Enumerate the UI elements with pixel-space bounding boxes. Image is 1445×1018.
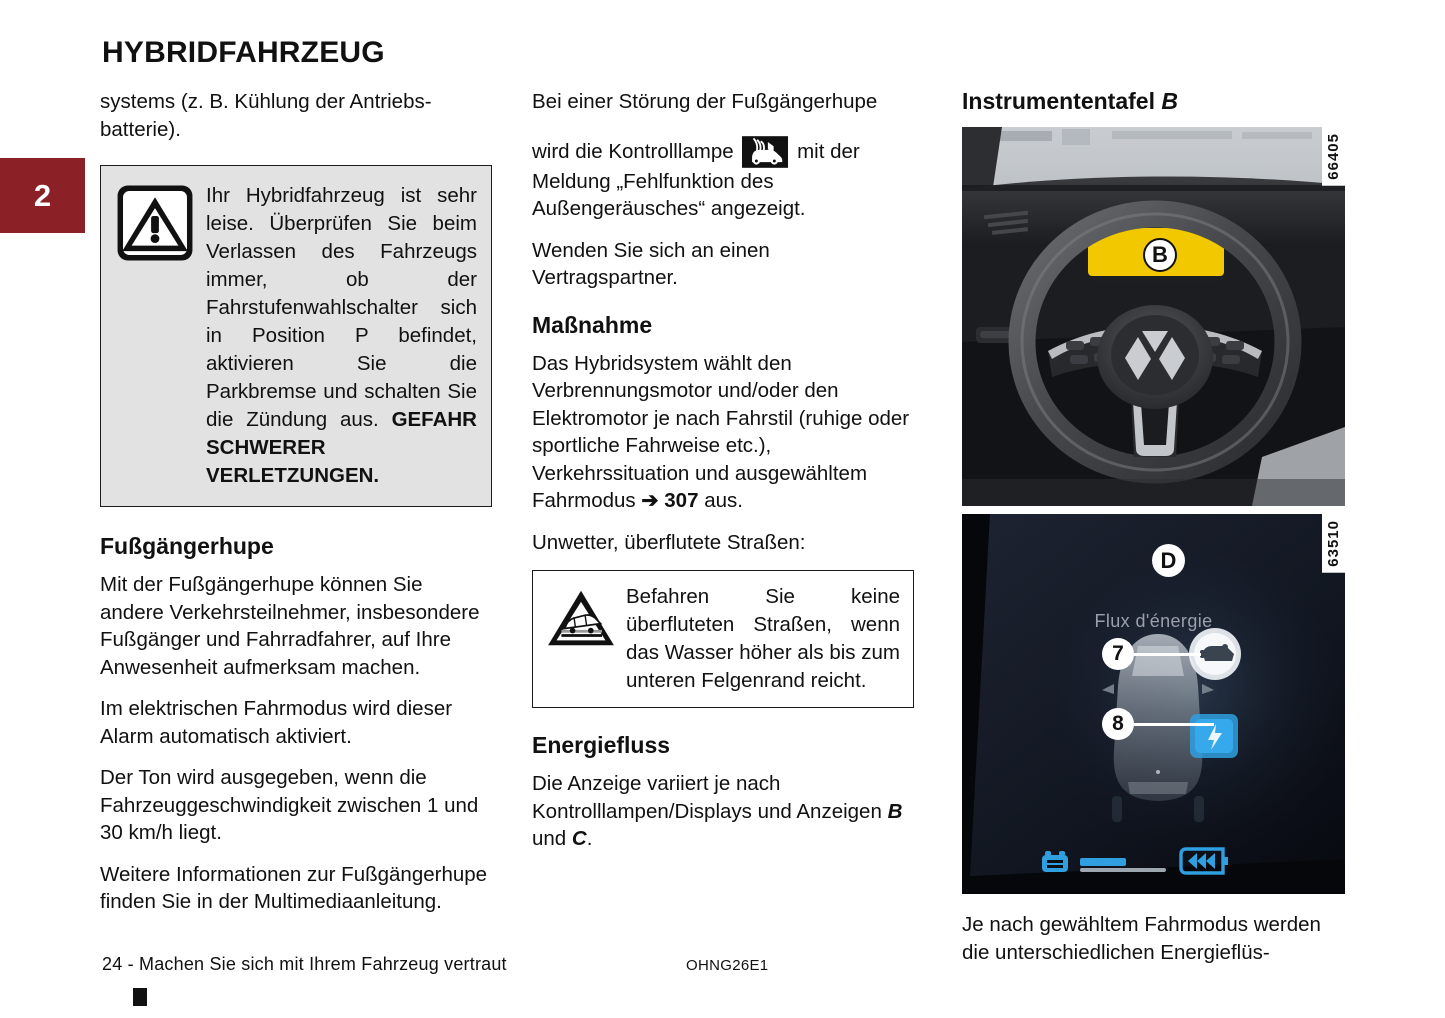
chapter-tab bbox=[0, 158, 85, 233]
cross-reference-page: 307 bbox=[664, 489, 699, 512]
figure-callout-d bbox=[1152, 544, 1185, 577]
paragraph-energy-display bbox=[532, 770, 914, 853]
warning-text-emphasis: GEFAHR SCHWERER VERLETZUNGEN. bbox=[206, 408, 477, 487]
callout-b-label: B bbox=[1152, 242, 1168, 267]
lamp-text-before: wird die Kontrolllampe bbox=[532, 139, 734, 163]
page-title: HYBRIDFAHRZEUG bbox=[102, 36, 385, 69]
callout-d-label: D bbox=[1160, 547, 1177, 573]
warning-triangle-icon bbox=[116, 184, 194, 262]
warning-text bbox=[206, 182, 477, 490]
energy-text-2: und bbox=[532, 827, 567, 850]
figure-callout-7 bbox=[1102, 638, 1134, 670]
lamp-text-after: mit der Meldung „Fehlfunktion des Außengeräusches“ angezeigt. bbox=[532, 139, 860, 220]
measure-text-before: Das Hybridsystem wählt den Verbrennungsmotor und/oder den Elektromotor je nach Fahrstil (ruhige oder sportliche Fahrweise etc.), Verkehrssituation und ausgewähltem Fahrmodus bbox=[532, 351, 910, 512]
energy-flow-screen-title: Flux d'énergie bbox=[1094, 611, 1213, 631]
energy-text-3: . bbox=[586, 827, 593, 850]
callout-7-label: 7 bbox=[1112, 642, 1124, 665]
leader-line-7 bbox=[1129, 653, 1201, 656]
footer-doc-code: OHNG26E1 bbox=[686, 957, 769, 974]
section-heading-pedestrian-horn: Fußgängerhupe bbox=[100, 533, 274, 559]
footer-black-mark bbox=[133, 988, 147, 1006]
severe-injury-warning-box bbox=[100, 165, 492, 507]
right-heading-text: Instrumententafel bbox=[962, 88, 1155, 114]
figure-instrument-panel bbox=[962, 127, 1345, 506]
callout-8-label: 8 bbox=[1112, 712, 1124, 735]
cross-reference-arrow: ➔ bbox=[641, 489, 659, 512]
energy-text-1: Die Anzeige variiert je nach Kontrolllampen/Displays und Anzeigen bbox=[532, 772, 882, 823]
flood-warning-box bbox=[532, 570, 914, 708]
right-column-heading bbox=[962, 88, 1345, 115]
left-column bbox=[100, 88, 492, 930]
reference-label-c: C bbox=[571, 827, 587, 850]
intro-paragraph: systems (z. B. Kühlung der Antriebs-batterie). bbox=[100, 90, 432, 141]
paragraph-contact-dealer: Wenden Sie sich an einen Vertragspartner. bbox=[532, 238, 770, 289]
figure-caption-energy: Je nach gewähltem Fahrmodus werden die unterschiedlichen Energieflüs- bbox=[962, 913, 1321, 964]
paragraph-fault-intro: Bei einer Störung der Fußgängerhupe bbox=[532, 90, 878, 113]
paragraph-warning-lamp bbox=[532, 136, 914, 223]
section-heading-measure: Maßnahme bbox=[532, 311, 653, 338]
paragraph-measure bbox=[532, 350, 914, 515]
chapter-number: 2 bbox=[33, 178, 52, 213]
reference-label-b: B bbox=[887, 799, 903, 823]
warning-text-body: Ihr Hybridfahrzeug ist sehr leise. Überprüfen Sie beim Verlassen des Fahrzeugs immer, ob der Fahrstufenwahlschalter sich in Position P befindet, aktivieren Sie die Parkbremse und schalten Sie die Zündung aus. bbox=[206, 184, 477, 431]
middle-column bbox=[532, 88, 914, 867]
pedestrian-horn-warning-lamp-icon bbox=[742, 136, 788, 168]
right-column bbox=[962, 88, 1345, 966]
section-heading-energy-flow: Energiefluss bbox=[532, 732, 671, 758]
figure-callout-b bbox=[1143, 238, 1177, 272]
paragraph-horn-purpose: Mit der Fußgängerhupe können Sie andere Verkehrsteilnehmer, insbesondere Fußgänger und Fahrradfahrer, auf Ihre Anwesenheit aufmerksam machen. bbox=[100, 573, 480, 679]
figure-energy-flow bbox=[962, 514, 1345, 894]
right-heading-reference: B bbox=[1161, 88, 1178, 114]
paragraph-more-info: Weitere Informationen zur Fußgängerhupe finden Sie in der Multimediaanleitung. bbox=[100, 862, 488, 913]
paragraph-flood-intro: Unwetter, überflutete Straßen: bbox=[532, 530, 806, 554]
paragraph-electric-mode: Im elektrischen Fahrmodus wird dieser Alarm automatisch aktiviert. bbox=[100, 697, 453, 748]
paragraph-speed-range: Der Ton wird ausgegeben, wenn die Fahrzeuggeschwindigkeit zwischen 1 und 30 km/h liegt. bbox=[100, 766, 479, 844]
flood-warning-text: Befahren Sie keine überfluteten Straßen, wenn das Wasser höher als bis zum unteren Felgenrand reicht. bbox=[626, 585, 900, 692]
flooded-road-warning-icon bbox=[546, 583, 616, 653]
measure-text-after: aus. bbox=[704, 489, 743, 512]
footer-page-label: 24 - Machen Sie sich mit Ihrem Fahrzeug vertraut bbox=[102, 954, 507, 974]
leader-line-8 bbox=[1129, 723, 1214, 726]
figure-2-id: 63510 bbox=[1322, 514, 1345, 573]
figure-callout-8 bbox=[1102, 708, 1134, 740]
figure-1-id: 66405 bbox=[1322, 127, 1345, 186]
